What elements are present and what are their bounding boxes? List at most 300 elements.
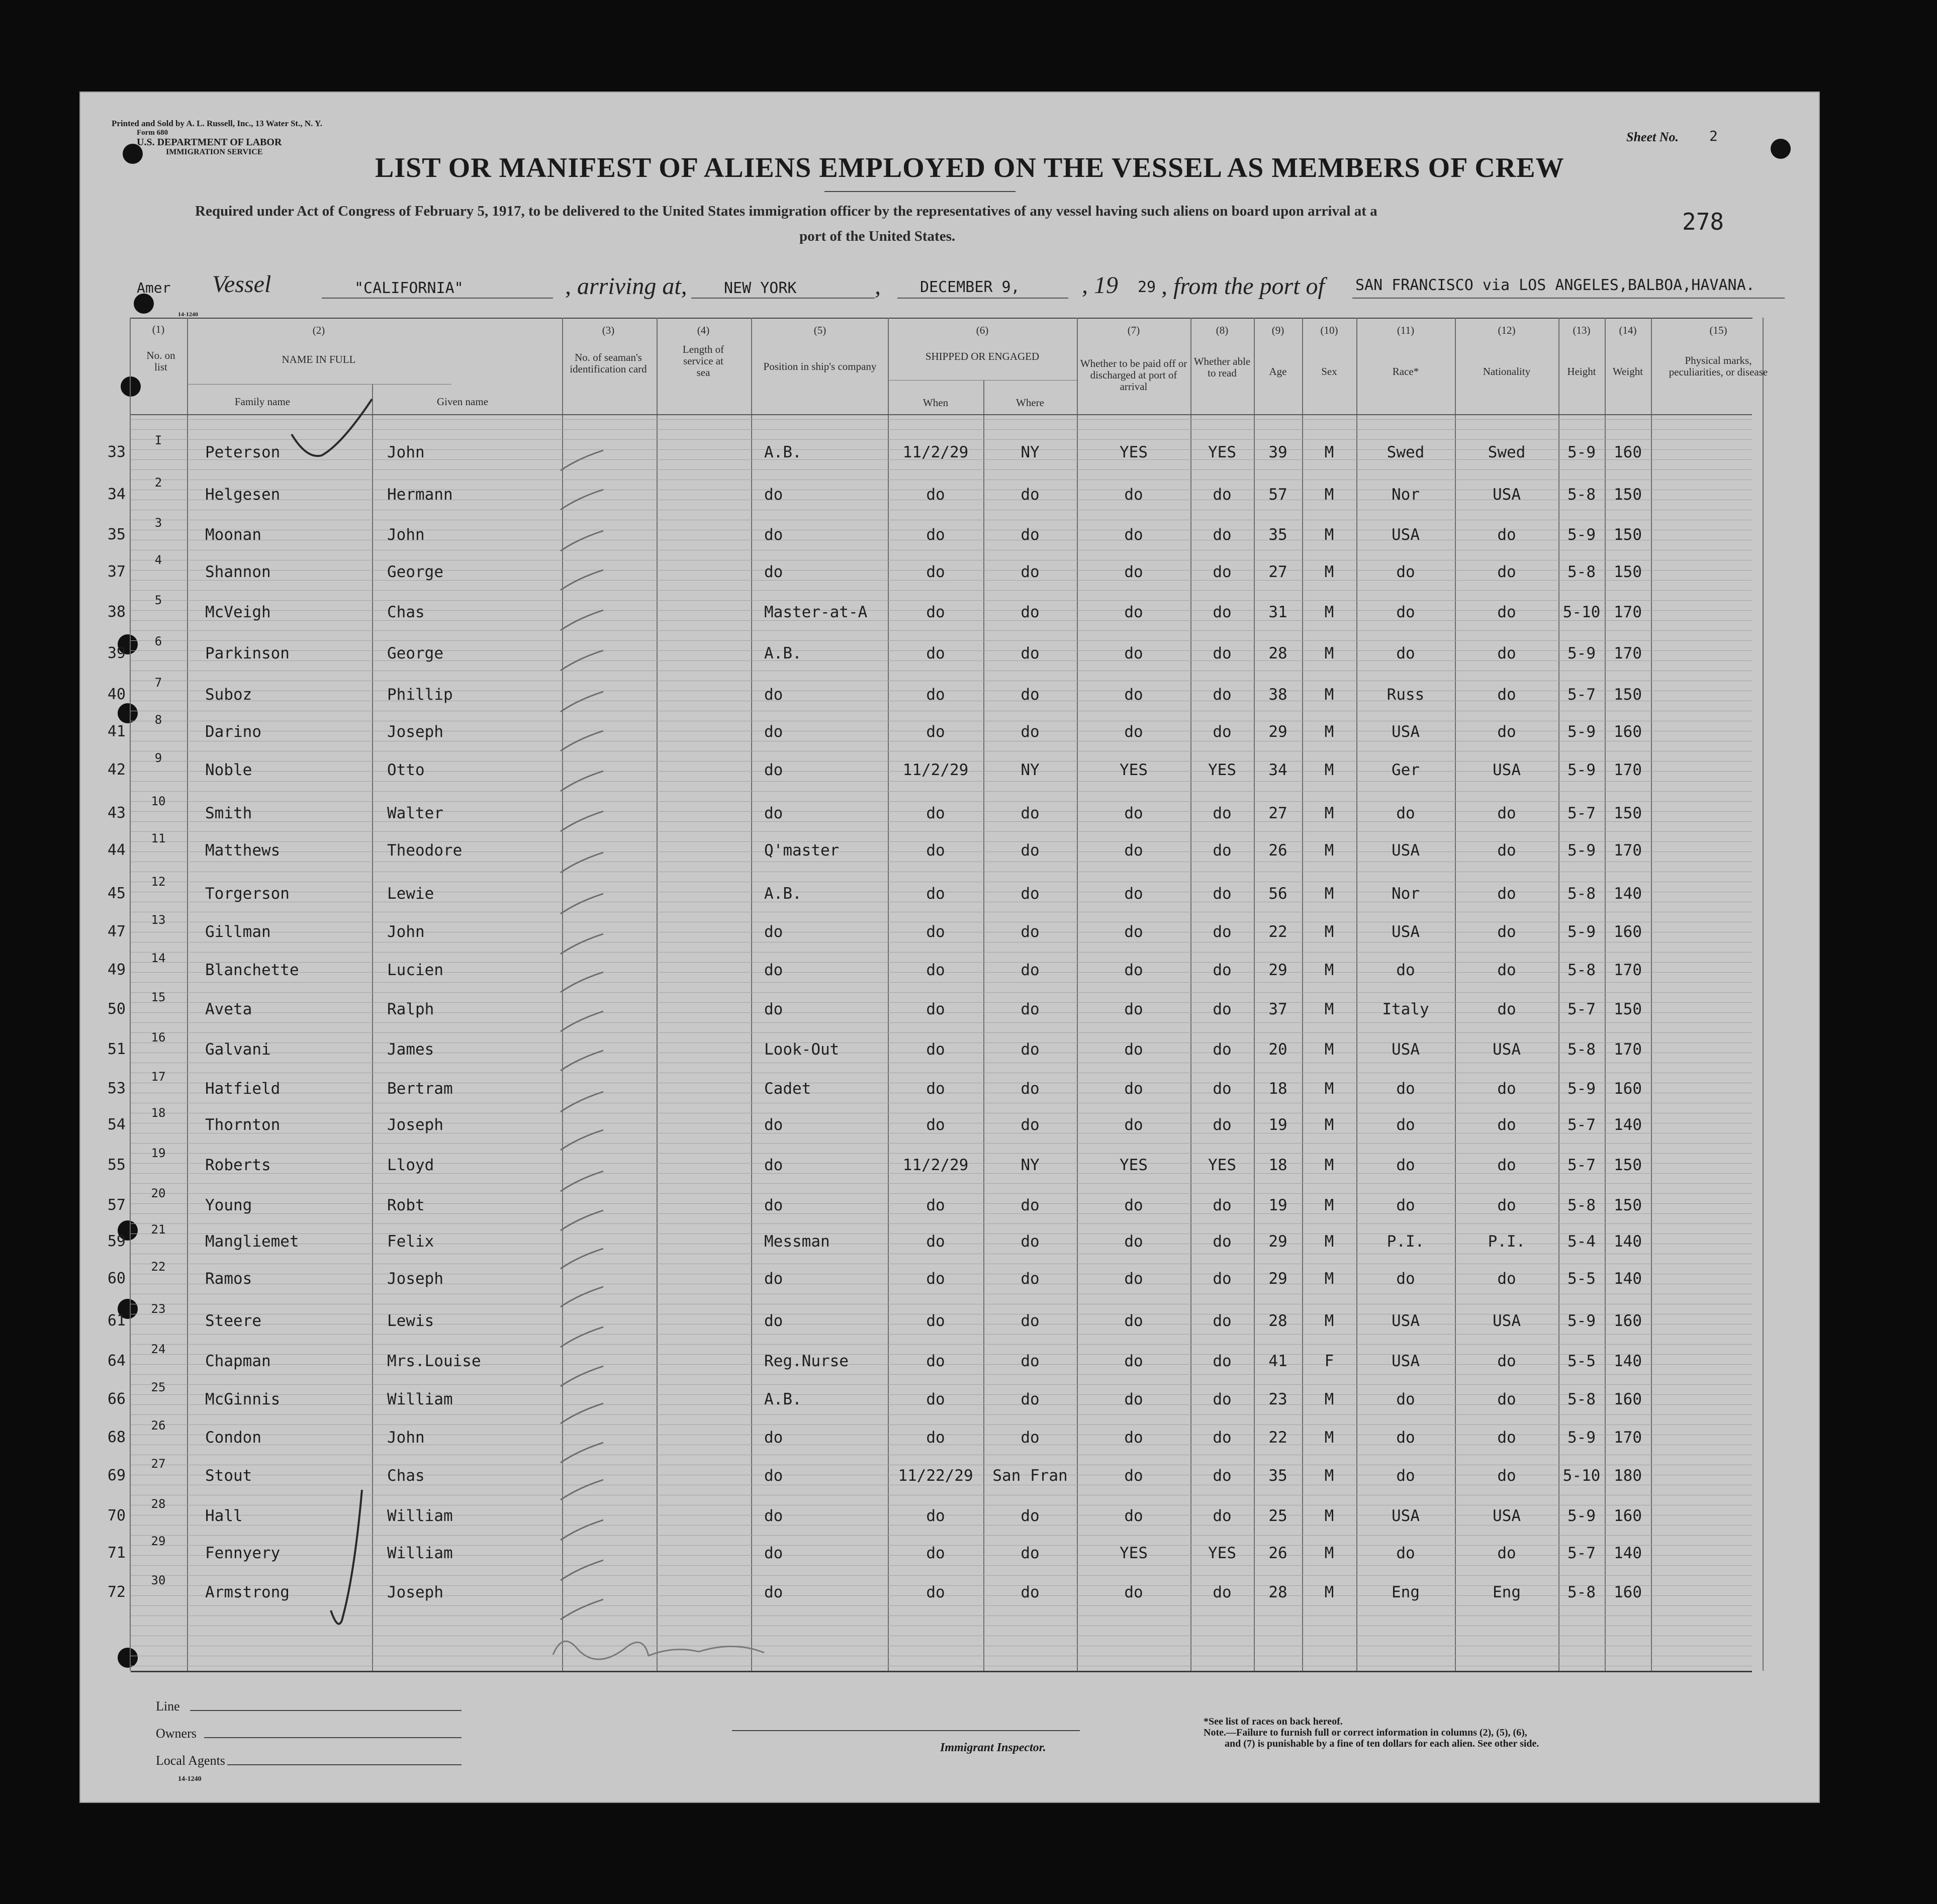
family-name: Chapman — [205, 1352, 271, 1370]
shipped-when: do — [926, 804, 945, 822]
shipped-when: do — [926, 1312, 945, 1330]
nationality: do — [1497, 961, 1516, 979]
shipped-when: do — [926, 563, 945, 581]
margin-line-number: 33 — [107, 443, 126, 461]
family-name: Hatfield — [205, 1080, 281, 1098]
col4-num: (4) — [697, 324, 710, 336]
col13-num: (13) — [1573, 324, 1591, 336]
given-name: William — [387, 1507, 453, 1525]
age: 27 — [1268, 804, 1287, 822]
list-number: 11 — [151, 831, 166, 845]
col5-header: Position in ship's company — [763, 360, 877, 372]
nationality: do — [1497, 723, 1516, 741]
nationality: do — [1497, 644, 1516, 662]
given-name: George — [387, 644, 443, 662]
races-note: *See list of races on back hereof. — [1204, 1716, 1343, 1727]
form-number: Form 680 — [137, 129, 168, 137]
margin-line-number: 34 — [107, 486, 126, 503]
family-name: Thornton — [205, 1116, 281, 1134]
family-name: Helgesen — [205, 486, 281, 504]
shipped-where: do — [1021, 644, 1040, 662]
position: do — [764, 1429, 783, 1447]
nationality: do — [1497, 1352, 1516, 1370]
able-to-read: do — [1213, 961, 1232, 979]
able-to-read: do — [1213, 1352, 1232, 1370]
able-to-read: do — [1213, 1507, 1232, 1525]
race: do — [1396, 1196, 1415, 1214]
position: do — [764, 1312, 783, 1330]
race: USA — [1392, 841, 1420, 860]
race: do — [1396, 1429, 1415, 1447]
sex: M — [1324, 885, 1334, 903]
family-name: Mangliemet — [205, 1232, 299, 1251]
col1-header: No. on list — [146, 349, 175, 373]
given-name: Robt — [387, 1196, 425, 1214]
list-number: 21 — [151, 1222, 166, 1236]
col13-header: Height — [1567, 365, 1596, 377]
paid-off: YES — [1120, 1544, 1148, 1562]
height: 5-9 — [1567, 1507, 1596, 1525]
footer-form-code: 14-1240 — [178, 1775, 202, 1783]
from-port-label: , from the port of — [1161, 273, 1325, 300]
weight: 170 — [1614, 961, 1642, 979]
col8-num: (8) — [1216, 324, 1229, 336]
given-name: Chas — [387, 603, 425, 621]
height: 5-9 — [1567, 644, 1596, 662]
shipped-where: do — [1021, 603, 1040, 621]
list-number: 27 — [151, 1457, 166, 1471]
vessel-prefix: Amer — [137, 279, 171, 296]
when-header: When — [923, 397, 949, 409]
position: do — [764, 526, 783, 544]
position: do — [764, 1583, 783, 1601]
nationality: do — [1497, 1390, 1516, 1408]
margin-line-number: 35 — [107, 526, 126, 543]
col15-num: (15) — [1709, 324, 1727, 336]
shipped-where: do — [1021, 563, 1040, 581]
shipped-when: do — [926, 1507, 945, 1525]
nationality: do — [1497, 686, 1516, 704]
nationality: Eng — [1493, 1583, 1521, 1601]
position: do — [764, 961, 783, 979]
list-number: 3 — [154, 516, 162, 530]
nationality: do — [1497, 1544, 1516, 1562]
given-name: William — [387, 1544, 453, 1562]
local-agents-rule — [227, 1764, 462, 1765]
penalty-note-1: Note.—Failure to furnish full or correct information in columns (2), (5), (6), — [1204, 1727, 1527, 1738]
weight: 170 — [1614, 1040, 1642, 1059]
shipped-where: do — [1021, 1270, 1040, 1288]
list-number: I — [154, 433, 162, 447]
race: Nor — [1392, 885, 1420, 903]
sex: M — [1324, 443, 1334, 461]
family-name: Aveta — [205, 1000, 252, 1018]
sex: M — [1324, 923, 1334, 941]
nationality: do — [1497, 1196, 1516, 1214]
list-number: 16 — [151, 1030, 166, 1044]
paid-off: do — [1124, 1232, 1143, 1251]
age: 20 — [1268, 1040, 1287, 1059]
age: 18 — [1268, 1156, 1287, 1174]
list-number: 14 — [151, 951, 166, 965]
shipped-when: do — [926, 1352, 945, 1370]
able-to-read: do — [1213, 1429, 1232, 1447]
list-number: 23 — [151, 1302, 166, 1316]
paid-off: do — [1124, 961, 1143, 979]
race: USA — [1392, 923, 1420, 941]
able-to-read: do — [1213, 526, 1232, 544]
given-name-header: Given name — [436, 396, 489, 408]
vessel-name: "CALIFORNIA" — [354, 279, 464, 297]
shipped-when: 11/2/29 — [902, 443, 969, 461]
col1-num: (1) — [152, 323, 165, 335]
nationality: do — [1497, 841, 1516, 860]
sex: M — [1324, 761, 1334, 779]
shipped-when: 11/22/29 — [898, 1467, 973, 1485]
col14-num: (14) — [1619, 324, 1637, 336]
shipped-where: do — [1021, 1352, 1040, 1370]
race: Eng — [1392, 1583, 1420, 1601]
owners-label: Owners — [156, 1726, 197, 1741]
sex: M — [1324, 644, 1334, 662]
given-name: Lucien — [387, 961, 443, 979]
weight: 150 — [1614, 1196, 1642, 1214]
shipped-when: do — [926, 1429, 945, 1447]
shipped-where: NY — [1021, 443, 1040, 461]
height: 5-8 — [1567, 961, 1596, 979]
col2-num: (2) — [312, 324, 325, 336]
given-name: Bertram — [387, 1080, 453, 1098]
weight: 150 — [1614, 563, 1642, 581]
given-name: James — [387, 1040, 434, 1059]
sex: M — [1324, 1116, 1334, 1134]
shipped-when: do — [926, 1116, 945, 1134]
weight: 160 — [1614, 1390, 1642, 1408]
sex: M — [1324, 1429, 1334, 1447]
age: 19 — [1268, 1196, 1287, 1214]
height: 5-10 — [1562, 603, 1601, 621]
inspector-signature-rule — [732, 1730, 1080, 1731]
list-number: 18 — [151, 1106, 166, 1120]
shipped-when: do — [926, 526, 945, 544]
race: do — [1396, 961, 1415, 979]
height: 5-9 — [1567, 723, 1596, 741]
shipped-where: NY — [1021, 761, 1040, 779]
list-number: 22 — [151, 1260, 166, 1274]
family-name: Galvani — [205, 1040, 271, 1059]
given-name: Otto — [387, 761, 425, 779]
able-to-read: do — [1213, 686, 1232, 704]
position: Master-at-A — [764, 603, 868, 621]
nationality: do — [1497, 885, 1516, 903]
position: do — [764, 1116, 783, 1134]
shipped-when: do — [926, 961, 945, 979]
able-to-read: do — [1213, 486, 1232, 504]
pencil-scribble — [553, 1641, 764, 1659]
paid-off: YES — [1120, 443, 1148, 461]
list-number: 28 — [151, 1497, 166, 1511]
age: 29 — [1268, 1270, 1287, 1288]
sex: M — [1324, 486, 1334, 504]
list-number: 8 — [154, 713, 162, 727]
col12-header: Nationality — [1483, 365, 1531, 377]
position: do — [764, 1270, 783, 1288]
able-to-read: do — [1213, 1000, 1232, 1018]
list-number: 25 — [151, 1380, 166, 1394]
family-name: Smith — [205, 804, 252, 822]
nationality: do — [1497, 1116, 1516, 1134]
race: do — [1396, 1467, 1415, 1485]
able-to-read: do — [1213, 885, 1232, 903]
weight: 160 — [1614, 443, 1642, 461]
shipped-when: do — [926, 603, 945, 621]
shipped-when: do — [926, 1040, 945, 1059]
margin-line-number: 55 — [107, 1156, 126, 1174]
shipped-when: do — [926, 1000, 945, 1018]
margin-line-number: 60 — [107, 1270, 126, 1287]
sex: F — [1324, 1352, 1334, 1370]
paid-off: do — [1124, 644, 1143, 662]
given-name: Joseph — [387, 1583, 443, 1601]
local-agents-label: Local Agents — [156, 1753, 225, 1768]
height: 5-5 — [1567, 1270, 1596, 1288]
shipped-when: do — [926, 723, 945, 741]
family-name: Armstrong — [205, 1583, 290, 1601]
sex: M — [1324, 961, 1334, 979]
given-name: Walter — [387, 804, 443, 822]
height: 5-7 — [1567, 1156, 1596, 1174]
age: 39 — [1268, 443, 1287, 461]
col9-header: Age — [1269, 365, 1287, 377]
weight: 140 — [1614, 1270, 1642, 1288]
shipped-when: do — [926, 841, 945, 860]
col7-num: (7) — [1127, 324, 1140, 336]
position: A.B. — [764, 1390, 802, 1408]
form-code: 14-1240 — [178, 311, 198, 318]
able-to-read: do — [1213, 1312, 1232, 1330]
sheet-no-value: 2 — [1709, 128, 1718, 144]
able-to-read: do — [1213, 841, 1232, 860]
col7-header: Whether to be paid off or discharged at port of arrival — [1080, 357, 1187, 393]
shipped-where: do — [1021, 961, 1040, 979]
weight: 140 — [1614, 885, 1642, 903]
family-name: Shannon — [205, 563, 271, 581]
sex: M — [1324, 563, 1334, 581]
height: 5-8 — [1567, 885, 1596, 903]
list-number: 17 — [151, 1070, 166, 1084]
height: 5-9 — [1567, 526, 1596, 544]
position: do — [764, 723, 783, 741]
margin-line-number: 59 — [107, 1232, 126, 1250]
race: Nor — [1392, 486, 1420, 504]
paid-off: do — [1124, 563, 1143, 581]
family-name: Parkinson — [205, 644, 290, 662]
age: 57 — [1268, 486, 1287, 504]
able-to-read: do — [1213, 1116, 1232, 1134]
col3-header: No. of seaman's identification card — [570, 351, 647, 375]
family-name: Torgerson — [205, 885, 290, 903]
given-name: Joseph — [387, 1270, 443, 1288]
margin-line-number: 50 — [107, 1000, 126, 1018]
paid-off: do — [1124, 723, 1143, 741]
weight: 150 — [1614, 1156, 1642, 1174]
race: do — [1396, 1544, 1415, 1562]
age: 26 — [1268, 1544, 1287, 1562]
age: 35 — [1268, 526, 1287, 544]
family-name: McGinnis — [205, 1390, 281, 1408]
able-to-read: do — [1213, 644, 1232, 662]
shipped-when: do — [926, 1390, 945, 1408]
shipped-where: do — [1021, 923, 1040, 941]
given-name: Felix — [387, 1232, 434, 1251]
sex: M — [1324, 1196, 1334, 1214]
sex: M — [1324, 1000, 1334, 1018]
position: A.B. — [764, 644, 802, 662]
age: 22 — [1268, 923, 1287, 941]
height: 5-7 — [1567, 804, 1596, 822]
position: Reg.Nurse — [764, 1352, 849, 1370]
paid-off: do — [1124, 1000, 1143, 1018]
shipped-where: do — [1021, 804, 1040, 822]
col12-num: (12) — [1498, 324, 1516, 336]
list-number: 30 — [151, 1573, 166, 1587]
race: USA — [1392, 1040, 1420, 1059]
col6-header: SHIPPED OR ENGAGED — [925, 350, 1040, 362]
vessel-label: Vessel — [212, 271, 271, 298]
shipped-where: do — [1021, 1507, 1040, 1525]
race: Swed — [1387, 443, 1425, 461]
paid-off: YES — [1120, 761, 1148, 779]
list-number: 29 — [151, 1534, 166, 1548]
margin-line-number: 69 — [107, 1467, 126, 1484]
margin-line-number: 68 — [107, 1429, 126, 1446]
family-name: Roberts — [205, 1156, 271, 1174]
age: 37 — [1268, 1000, 1287, 1018]
height: 5-9 — [1567, 1080, 1596, 1098]
able-to-read: do — [1213, 1040, 1232, 1059]
paid-off: do — [1124, 1352, 1143, 1370]
age: 38 — [1268, 686, 1287, 704]
nationality: do — [1497, 804, 1516, 822]
sex: M — [1324, 603, 1334, 621]
weight: 150 — [1614, 686, 1642, 704]
margin-line-number: 43 — [107, 804, 126, 822]
list-number: 15 — [151, 990, 166, 1004]
age: 23 — [1268, 1390, 1287, 1408]
paid-off: do — [1124, 1312, 1143, 1330]
height: 5-9 — [1567, 761, 1596, 779]
col3-num: (3) — [602, 324, 615, 336]
given-name: Lewie — [387, 885, 434, 903]
weight: 160 — [1614, 923, 1642, 941]
height: 5-7 — [1567, 1116, 1596, 1134]
nationality: do — [1497, 1080, 1516, 1098]
sex: M — [1324, 1080, 1334, 1098]
position: A.B. — [764, 885, 802, 903]
ink-bracket-mark — [331, 1490, 362, 1624]
race: do — [1396, 644, 1415, 662]
col14-header: Weight — [1612, 365, 1643, 377]
paid-off: do — [1124, 1196, 1143, 1214]
owners-rule — [204, 1737, 462, 1738]
position: do — [764, 761, 783, 779]
height: 5-8 — [1567, 486, 1596, 504]
position: do — [764, 1156, 783, 1174]
sheet-stamp-number: 278 — [1682, 208, 1724, 235]
shipped-where: do — [1021, 1080, 1040, 1098]
able-to-read: YES — [1208, 443, 1236, 461]
able-to-read: do — [1213, 1080, 1232, 1098]
col4-header: Length of service at sea — [682, 343, 724, 378]
sex: M — [1324, 1040, 1334, 1059]
shipped-when: do — [926, 1544, 945, 1562]
given-name: Ralph — [387, 1000, 434, 1018]
height: 5-9 — [1567, 841, 1596, 860]
paid-off: do — [1124, 526, 1143, 544]
margin-line-number: 57 — [107, 1196, 126, 1214]
paid-off: do — [1124, 486, 1143, 504]
nationality: do — [1497, 1270, 1516, 1288]
departure-ports: SAN FRANCISCO via LOS ANGELES,BALBOA,HAVANA. — [1355, 276, 1755, 294]
height: 5-7 — [1567, 1544, 1596, 1562]
height: 5-5 — [1567, 1352, 1596, 1370]
position: A.B. — [764, 443, 802, 461]
list-number: 19 — [151, 1146, 166, 1160]
family-name: Noble — [205, 761, 252, 779]
shipped-where: do — [1021, 885, 1040, 903]
sheet-no-label: Sheet No. — [1626, 130, 1679, 144]
race: do — [1396, 603, 1415, 621]
year-value: 29 — [1138, 278, 1156, 296]
age: 29 — [1268, 723, 1287, 741]
weight: 160 — [1614, 1312, 1642, 1330]
shipped-where: do — [1021, 1583, 1040, 1601]
able-to-read: do — [1213, 723, 1232, 741]
weight: 170 — [1614, 841, 1642, 860]
height: 5-9 — [1567, 443, 1596, 461]
ink-check-mark — [292, 399, 372, 456]
race: do — [1396, 1156, 1415, 1174]
margin-line-number: 54 — [107, 1116, 126, 1133]
margin-line-number: 66 — [107, 1390, 126, 1408]
family-name: Fennyery — [205, 1544, 281, 1562]
nationality: P.I. — [1488, 1232, 1526, 1251]
race: USA — [1392, 723, 1420, 741]
race: do — [1396, 1270, 1415, 1288]
height: 5-4 — [1567, 1232, 1596, 1251]
weight: 180 — [1614, 1467, 1642, 1485]
family-name: Steere — [205, 1312, 261, 1330]
shipped-when: do — [926, 1232, 945, 1251]
list-number: 2 — [154, 475, 162, 490]
position: do — [764, 486, 783, 504]
position: Look-Out — [764, 1040, 840, 1059]
age: 28 — [1268, 1312, 1287, 1330]
able-to-read: do — [1213, 804, 1232, 822]
shipped-where: do — [1021, 1196, 1040, 1214]
pencil-check-marks — [80, 92, 1820, 1801]
able-to-read: do — [1213, 1467, 1232, 1485]
able-to-read: do — [1213, 1390, 1232, 1408]
weight: 150 — [1614, 486, 1642, 504]
paid-off: do — [1124, 1507, 1143, 1525]
weight: 170 — [1614, 644, 1642, 662]
race: do — [1396, 563, 1415, 581]
margin-line-number: 70 — [107, 1507, 126, 1525]
sex: M — [1324, 1270, 1334, 1288]
age: 22 — [1268, 1429, 1287, 1447]
comma: , — [875, 273, 881, 300]
